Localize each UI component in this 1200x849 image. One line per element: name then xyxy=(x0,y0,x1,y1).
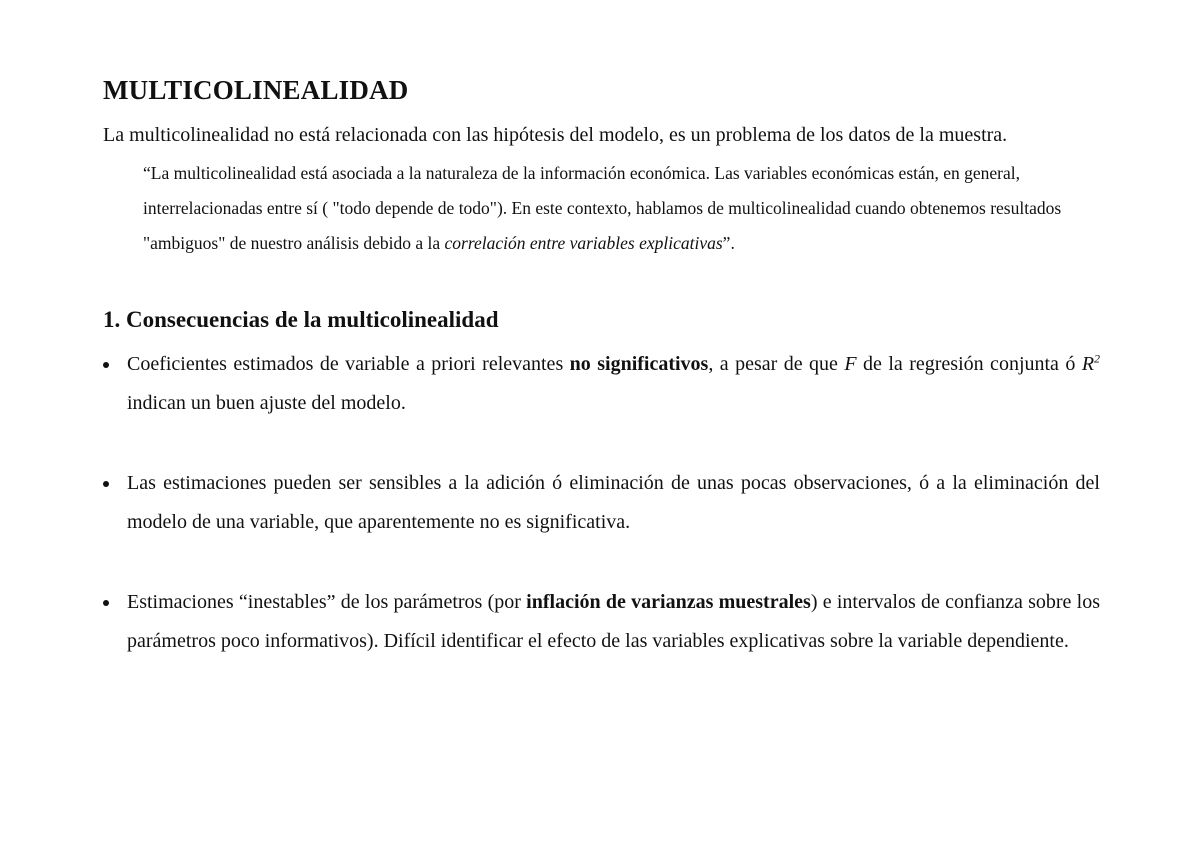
consequences-list xyxy=(103,345,1100,661)
f-statistic-symbol: F xyxy=(844,353,857,375)
r-squared-exponent: 2 xyxy=(1094,351,1101,366)
list-item-text: indican un buen ajuste del modelo. xyxy=(127,392,406,414)
list-item-3 xyxy=(103,583,1100,661)
list-item-text: ) e intervalos de confianza sobre los parámetros poco informativos). Difícil identificar el efecto de las variables explicativas sobre la variable dependiente. xyxy=(127,591,1100,652)
list-item-text: de la regresión conjunta ó xyxy=(856,353,1082,375)
list-item-1 xyxy=(103,345,1100,423)
bullet-icon xyxy=(103,481,109,487)
quote-emphasis: correlación entre variables explicativas xyxy=(444,233,723,253)
bullet-icon xyxy=(103,600,109,606)
list-item-bold: no significativos xyxy=(569,353,709,375)
document-title: MULTICOLINEALIDAD xyxy=(103,75,409,105)
bullet-icon xyxy=(103,362,109,368)
list-item-2 xyxy=(103,464,1100,542)
list-item-text: Estimaciones “inestables” de los parámetros (por xyxy=(127,591,527,613)
list-item-text: Coeficientes estimados de variable a priori relevantes xyxy=(127,353,570,375)
quote-close: ”. xyxy=(722,233,735,253)
document-page xyxy=(103,70,1100,661)
r-squared-symbol: R xyxy=(1081,353,1095,375)
intro-paragraph: La multicolinealidad no está relacionada con las hipótesis del modelo, es un problema de los datos de la muestra. xyxy=(103,124,1008,146)
section-heading: 1. Consecuencias de la multicolinealidad xyxy=(103,307,499,332)
list-item-bold: inflación de varianzas muestrales xyxy=(526,591,811,613)
list-item-text: Las estimaciones pueden ser sensibles a la adición ó eliminación de unas pocas observaciones, ó a la eliminación del modelo de una variable, que aparentemente no es significativa. xyxy=(127,472,1100,533)
quote-text: “La multicolinealidad está asociada a la naturaleza de la información económica. Las variables económicas están, en general, interrelacionadas entre sí ( "todo depende de todo"). En este contexto, hablamos de multicolinealidad cuando obtenemos resultados "ambiguos" de nuestro análisis debido a la xyxy=(143,163,1062,253)
list-item-text: , a pesar de que xyxy=(708,353,845,375)
quote-paragraph xyxy=(143,156,1068,261)
